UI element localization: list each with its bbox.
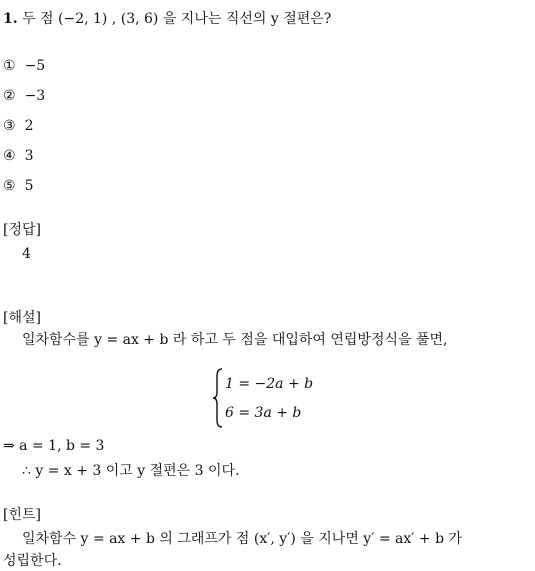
- choice-value: −3: [24, 88, 46, 104]
- choice-4[interactable]: [3, 147, 33, 165]
- hint-line2: 성립한다.: [3, 553, 62, 569]
- choice-marker: ①: [3, 58, 16, 74]
- left-brace-icon: [212, 368, 224, 428]
- hint-line1: 일차함수 y = ax + b 의 그래프가 점 (x′, y′) 을 지나면 y′ = ax′ + b 가: [22, 531, 463, 547]
- choice-2[interactable]: [3, 87, 45, 105]
- explanation-line1: 일차함수를 y = ax + b 라 하고 두 점을 대입하여 연립방정식을 풀면,: [22, 332, 448, 348]
- choice-value: 5: [24, 178, 34, 194]
- answer-label: [정답]: [3, 222, 41, 238]
- explanation-label: [해설]: [3, 310, 41, 326]
- equation-1: 1 = −2a + b: [225, 376, 314, 392]
- equation-2: 6 = 3a + b: [225, 405, 302, 421]
- choice-marker: ④: [3, 148, 16, 164]
- question-text: 두 점 (−2, 1) , (3, 6) 을 지나는 직선의 y 절편은?: [22, 11, 332, 27]
- equation-system: [212, 368, 332, 430]
- explanation-result: ⇒ a = 1, b = 3: [3, 438, 105, 454]
- question: [3, 10, 331, 28]
- choice-value: 2: [24, 118, 34, 134]
- question-number: 1.: [3, 11, 18, 27]
- choice-marker: ⑤: [3, 178, 16, 194]
- choice-5[interactable]: [3, 177, 33, 195]
- choice-value: −5: [24, 58, 46, 74]
- choice-marker: ②: [3, 88, 16, 104]
- hint-label: [힌트]: [3, 507, 41, 523]
- choice-marker: ③: [3, 118, 16, 134]
- answer-value: 4: [22, 246, 31, 262]
- choice-3[interactable]: [3, 117, 33, 135]
- choice-value: 3: [24, 148, 34, 164]
- explanation-conclusion: ∴ y = x + 3 이고 y 절편은 3 이다.: [22, 463, 240, 479]
- choice-1[interactable]: [3, 57, 45, 75]
